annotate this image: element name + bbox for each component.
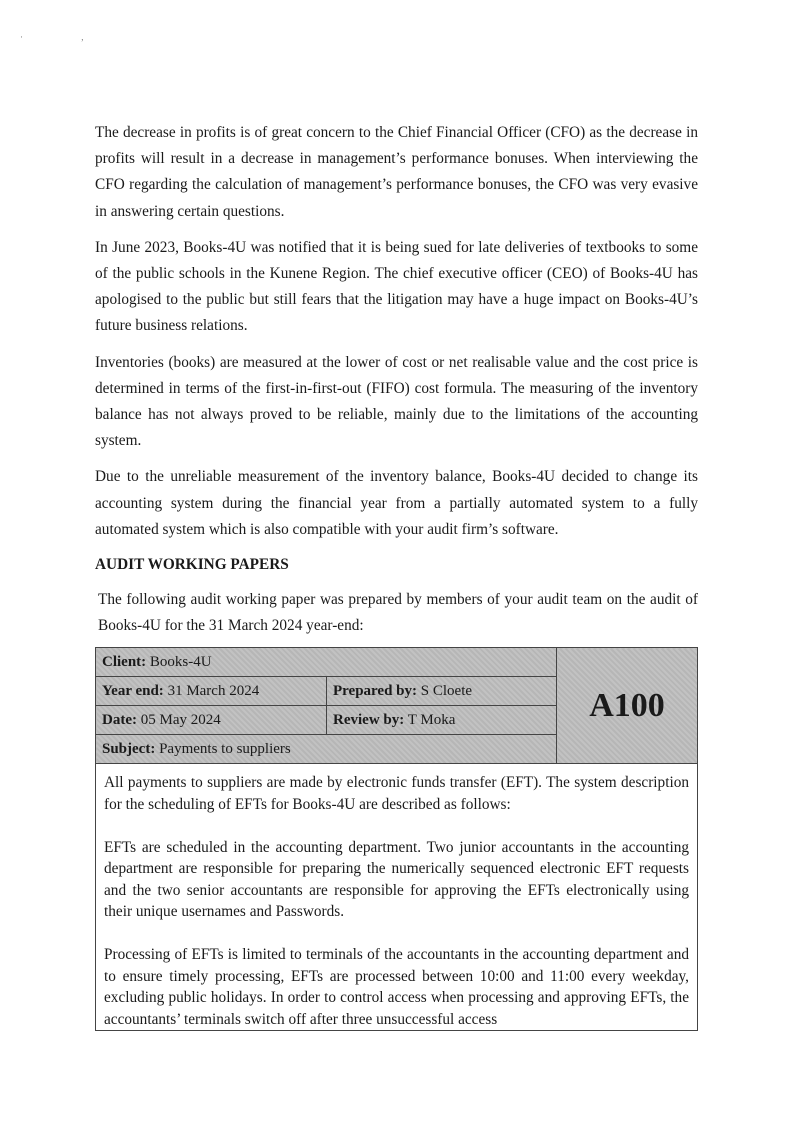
- paragraph-litigation: In June 2023, Books-4U was notified that it is being sued for late deliveries of textbooks to some of the public schools in the Kunene Region. The chief executive officer (CEO) of Books-4U has apologised to the public but still fears that the litigation may have a huge impact on Books-4U’s future business relations.: [95, 238, 698, 335]
- date-cell: [96, 706, 327, 735]
- date-label: Date:: [102, 712, 137, 729]
- reference-cell: [557, 648, 698, 764]
- paragraph-inventories: Inventories (books) are measured at the lower of cost or net realisable value and the cost price is determined in terms of the first-in-first-out (FIFO) cost formula. The measuring of the inventory balance has not always proved to be reliable, mainly due to the limitations of the accounting system.: [95, 353, 698, 450]
- scan-artifact-mark: · ,: [20, 32, 112, 42]
- review-by-label: Review by:: [333, 712, 405, 729]
- body-paragraph: Processing of EFTs is limited to terminals of the accountants in the accounting department and to ensure timely processing, EFTs are processed between 10:00 and 11:00 every weekday, excluding public holidays. In order to control access when processing and approving EFTs, the accountants’ terminals switch off after three unsuccessful access: [104, 946, 689, 1028]
- working-paper-reference: A100: [589, 686, 665, 724]
- date-value: 05 May 2024: [140, 712, 221, 729]
- subject-label: Subject:: [102, 741, 156, 758]
- review-by-cell: [327, 706, 557, 735]
- year-end-value: 31 March 2024: [167, 683, 260, 700]
- section-heading: AUDIT WORKING PAPERS: [95, 556, 289, 574]
- document-body: [95, 120, 698, 1031]
- prepared-by-value: S Cloete: [420, 683, 473, 700]
- working-paper-body: [96, 764, 698, 1031]
- year-end-cell: [96, 677, 327, 706]
- intro-paragraph: The following audit working paper was prepared by members of your audit team on the audit of Books-4U for the 31 March 2024 year-end:: [98, 591, 698, 635]
- paragraph-accounting-system: Due to the unreliable measurement of the inventory balance, Books-4U decided to change its accounting system during the financial year from a partially automated system to a fully automated system which is also compatible with your audit firm’s software.: [95, 468, 698, 538]
- subject-value: Payments to suppliers: [159, 741, 291, 758]
- body-paragraph: EFTs are scheduled in the accounting department. Two junior accountants in the accounting department are responsible for preparing the numerically sequenced electronic EFT requests and the two senior accountants are responsible for approving the EFTs electronically using their unique usernames and Passwords.: [104, 838, 689, 921]
- subject-cell: [96, 735, 557, 764]
- client-label: Client:: [102, 654, 147, 671]
- prepared-by-cell: [327, 677, 557, 706]
- client-cell: [96, 648, 557, 677]
- client-value: Books-4U: [149, 654, 212, 671]
- body-paragraph: All payments to suppliers are made by electronic funds transfer (EFT). The system description for the scheduling of EFTs for Books-4U are described as follows:: [104, 774, 689, 814]
- prepared-by-label: Prepared by:: [333, 683, 418, 700]
- audit-working-paper: [95, 647, 698, 1031]
- paragraph-cfo-concern: The decrease in profits is of great concern to the Chief Financial Officer (CFO) as the decrease in profits will result in a decrease in management’s performance bonuses. When interviewing the CFO regarding the calculation of management’s performance bonuses, the CFO was very evasive in answering certain questions.: [95, 124, 698, 220]
- review-by-value: T Moka: [407, 712, 456, 729]
- year-end-label: Year end:: [102, 683, 164, 700]
